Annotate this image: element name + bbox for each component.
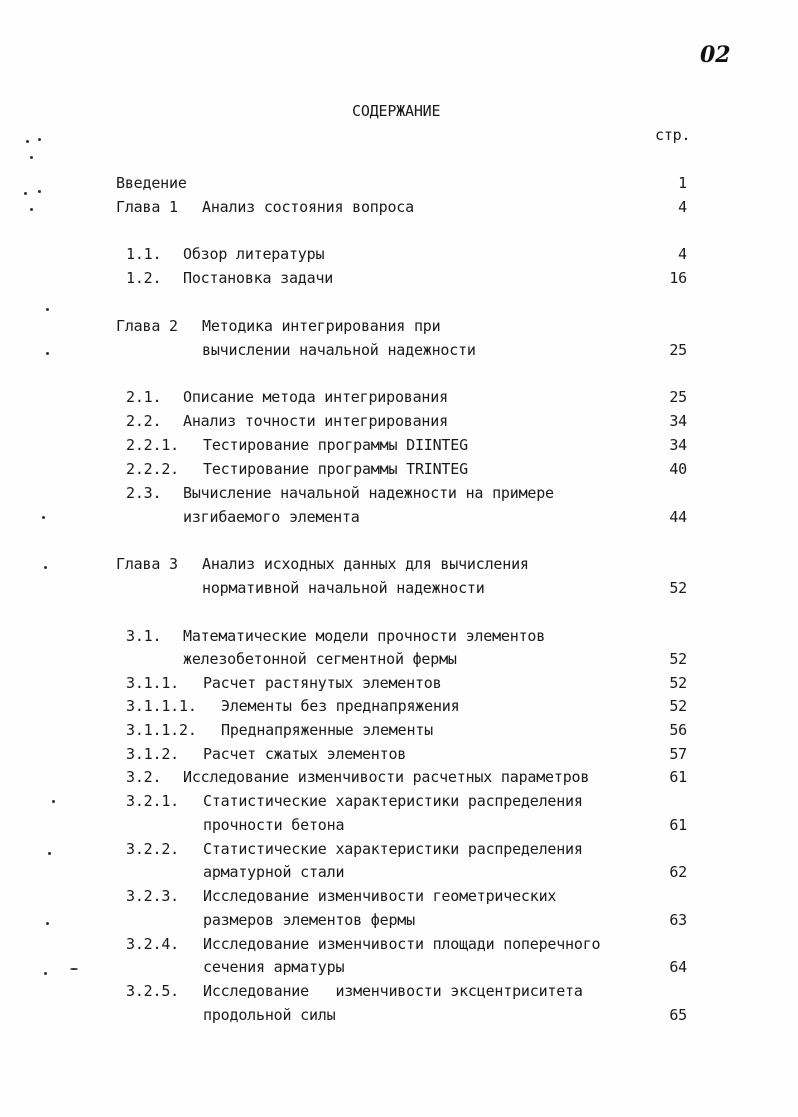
toc-entry-page: 16	[669, 269, 687, 287]
toc-entry-text: Анализ состояния вопроса	[202, 198, 414, 216]
toc-entry-page: 65	[669, 1006, 687, 1024]
toc-entry-page: 4	[678, 198, 687, 216]
toc-entry-text: Тестирование программы TRINTEG	[203, 460, 468, 478]
toc-section-num: 3.2.	[126, 768, 162, 786]
toc-entry-text-cont: вычислении начальной надежности	[202, 341, 476, 359]
toc-chapter-num: Глава 2	[116, 317, 178, 335]
toc-entry-text: Вычисление начальной надежности на примере	[183, 484, 554, 502]
scan-speck	[48, 852, 51, 855]
toc-subsection-num: 3.1.1.2.	[126, 721, 197, 739]
toc-entry-page: 52	[669, 579, 687, 597]
toc-entry-text-cont: арматурной стали	[203, 863, 345, 881]
toc-entry-page: 4	[678, 245, 687, 263]
toc-subsection-num: 2.2.1.	[126, 436, 179, 454]
toc-subsection-num: 3.2.2.	[126, 840, 179, 858]
toc-entry-page: 52	[669, 650, 687, 668]
scan-speck	[46, 922, 49, 925]
toc-subsection-num: 3.1.1.	[126, 674, 179, 692]
toc-entry-page: 34	[669, 412, 687, 430]
handwritten-page-number: 02	[700, 42, 731, 68]
toc-entry-text: Исследование изменчивости геометрических	[203, 887, 557, 905]
toc-entry-text: Статистические характеристики распределения	[203, 792, 583, 810]
toc-entry-page: 52	[669, 697, 687, 715]
scan-speck	[38, 190, 41, 193]
toc-section-num: 2.3.	[126, 484, 162, 502]
toc-entry-page: 61	[669, 768, 687, 786]
toc-entry-page: 34	[669, 436, 687, 454]
page-title: СОДЕРЖАНИЕ	[352, 102, 441, 120]
toc-subsection-num: 3.2.3.	[126, 887, 179, 905]
toc-entry-text: Анализ точности интегрирования	[183, 412, 448, 430]
toc-entry-text: Анализ исходных данных для вычисления	[202, 555, 529, 573]
toc-subsection-num: 3.2.5.	[126, 982, 179, 1000]
toc-entry-text-cont: железобетонной сегментной фермы	[183, 650, 457, 668]
toc-entry-text-cont: размеров элементов фермы	[203, 911, 415, 929]
toc-entry-text: Математические модели прочности элементов	[183, 627, 546, 645]
toc-entry-page: 62	[669, 863, 687, 881]
toc-section-num: 1.2.	[126, 269, 162, 287]
toc-entry-page: 56	[669, 721, 687, 739]
toc-subsection-num: 3.2.4.	[126, 935, 179, 953]
toc-entry-text: Расчет сжатых элементов	[203, 745, 407, 763]
toc-entry-page: 61	[669, 816, 687, 834]
toc-entry-text: Элементы без преднапряжения	[221, 697, 460, 715]
toc-entry-text-cont: продольной силы	[203, 1006, 336, 1024]
toc-entry-text: Статистические характеристики распределения	[203, 840, 583, 858]
toc-section-num: 2.1.	[126, 388, 162, 406]
toc-entry-text: Постановка задачи	[183, 269, 334, 287]
toc-entry-page: 57	[669, 745, 687, 763]
scan-speck	[52, 800, 55, 803]
toc-entry-text: Преднапряженные элементы	[221, 721, 433, 739]
toc-entry-page: 1	[678, 174, 687, 192]
toc-subsection-num: 2.2.2.	[126, 460, 179, 478]
toc-chapter-num: Глава 1	[116, 198, 178, 216]
toc-entry-page: 52	[669, 674, 687, 692]
toc-entry-text-cont: прочности бетона	[203, 816, 345, 834]
scan-speck	[38, 138, 41, 141]
toc-section-num: 3.1.	[126, 627, 162, 645]
toc-entry-page: 25	[669, 388, 687, 406]
toc-entry-text: Исследование изменчивости площади поперечного	[203, 935, 601, 953]
toc-section-num: 1.1.	[126, 245, 162, 263]
toc-entry-text-cont: нормативной начальной надежности	[202, 579, 485, 597]
toc-entry-text: Методика интегрирования при	[202, 317, 441, 335]
toc-entry-text-cont: изгибаемого элемента	[183, 508, 360, 526]
scan-speck	[44, 972, 47, 975]
toc-chapter-num: Глава 3	[116, 555, 178, 573]
scan-speck	[30, 156, 33, 159]
toc-subsection-num: 3.2.1.	[126, 792, 179, 810]
scan-speck	[46, 308, 49, 311]
toc-entry-page: 64	[669, 958, 687, 976]
toc-entry-page: 40	[669, 460, 687, 478]
toc-entry-text: Исследование изменчивости эксцентриситета	[203, 982, 583, 1000]
toc-entry-text: Введение	[116, 174, 187, 192]
scan-speck	[42, 516, 45, 519]
toc-entry-page: 25	[669, 341, 687, 359]
toc-entry-text: Тестирование программы DIINTEG	[203, 436, 468, 454]
scan-speck	[24, 192, 27, 195]
scan-speck	[30, 208, 33, 211]
scan-speck	[26, 140, 29, 143]
toc-entry-page: 44	[669, 508, 687, 526]
scan-speck	[46, 352, 49, 355]
scan-speck	[70, 968, 78, 970]
toc-subsection-num: 3.1.2.	[126, 745, 179, 763]
toc-entry-text: Обзор литературы	[183, 245, 325, 263]
page-column-label: стр.	[655, 126, 691, 144]
toc-entry-text: Расчет растянутых элементов	[203, 674, 442, 692]
toc-entry-text: Исследование изменчивости расчетных параметров	[183, 768, 590, 786]
scan-speck	[44, 566, 47, 569]
toc-subsection-num: 3.1.1.1.	[126, 697, 197, 715]
toc-entry-text: Описание метода интегрирования	[183, 388, 448, 406]
toc-section-num: 2.2.	[126, 412, 162, 430]
toc-entry-page: 63	[669, 911, 687, 929]
toc-entry-text-cont: сечения арматуры	[203, 958, 345, 976]
